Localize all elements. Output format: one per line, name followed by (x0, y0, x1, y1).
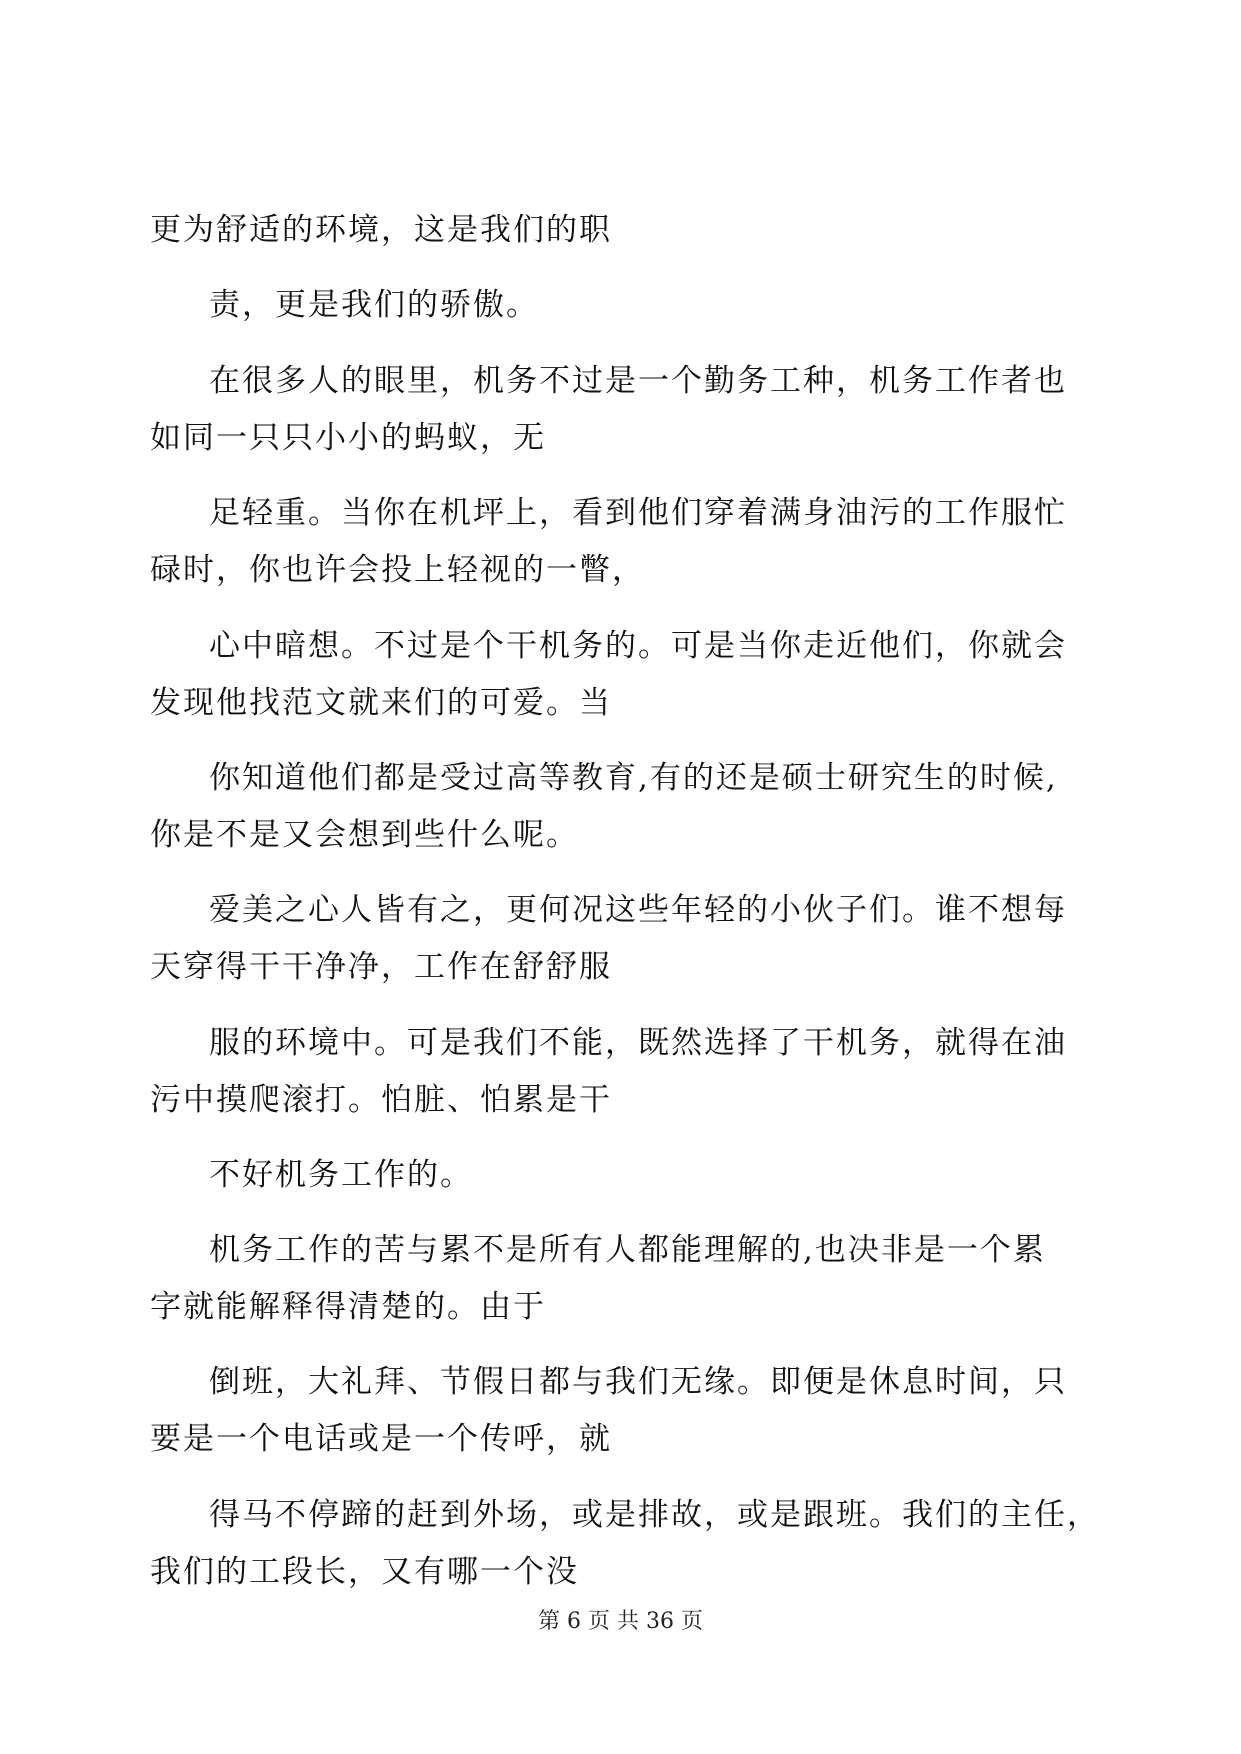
text-line: 如同一只只小小的蚂蚁，无 (150, 420, 546, 456)
text-line: 碌时，你也许会投上轻视的一瞥， (150, 552, 645, 588)
text-line: 我们的工段长，又有哪一个没 (150, 1554, 579, 1590)
text-line: 得马不停蹄的赶到外场，或是排故，或是跟班。我们的主任， (209, 1497, 1100, 1533)
text-line: 足轻重。当你在机坪上，看到他们穿着满身油污的工作服忙 (209, 495, 1067, 531)
text-line: 心中暗想。不过是个干机务的。可是当你走近他们，你就会 (209, 628, 1067, 664)
text-line: 更为舒适的环境，这是我们的职 (150, 212, 612, 248)
text-line: 污中摸爬滚打。怕脏、怕累是干 (150, 1082, 612, 1118)
text-line: 责，更是我们的骄傲。 (209, 287, 539, 323)
text-line: 要是一个电话或是一个传呼，就 (150, 1421, 612, 1457)
text-line: 服的环境中。可是我们不能，既然选择了干机务，就得在油 (209, 1025, 1067, 1061)
text-line: 机务工作的苦与累不是所有人都能理解的,也决非是一个累 (209, 1232, 1046, 1268)
text-line: 字就能解释得清楚的。由于 (150, 1289, 546, 1325)
text-line: 爱美之心人皆有之，更何况这些年轻的小伙子们。谁不想每 (209, 892, 1067, 928)
text-line: 天穿得干干净净，工作在舒舒服 (150, 949, 612, 985)
text-line: 你是不是又会想到些什么呢。 (150, 817, 579, 853)
page-number-footer: 第 6 页 共 36 页 (538, 1609, 703, 1634)
text-line: 倒班，大礼拜、节假日都与我们无缘。即便是休息时间，只 (209, 1364, 1067, 1400)
text-line: 在很多人的眼里，机务不过是一个勤务工种，机务工作者也 (209, 363, 1067, 399)
text-line: 不好机务工作的。 (209, 1157, 473, 1193)
text-line: 发现他找范文就来们的可爱。当 (150, 685, 612, 721)
text-line: 你知道他们都是受过高等教育,有的还是硕士研究生的时候, (209, 760, 1058, 796)
